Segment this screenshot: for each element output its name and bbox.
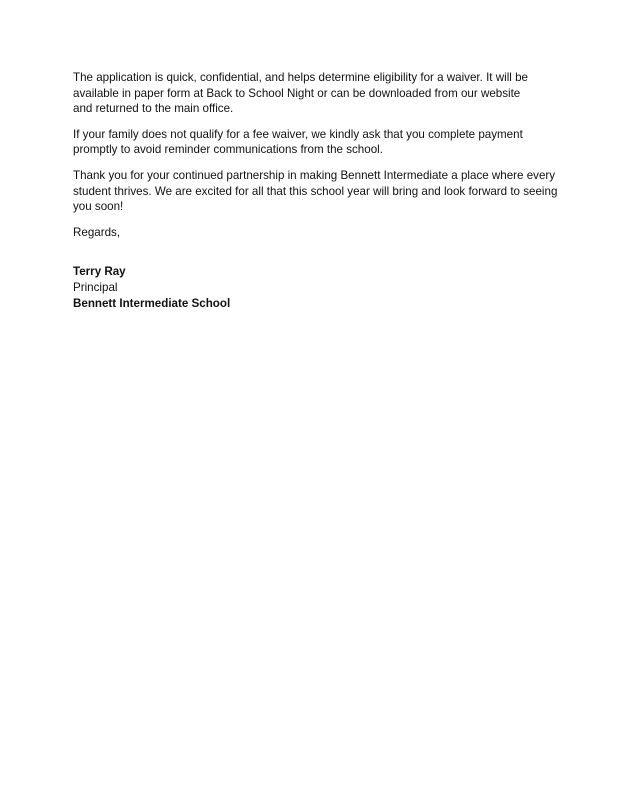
paragraph-line: available in paper form at Back to School Night or can be downloaded from our website <box>73 86 521 100</box>
paragraph-line: and returned to the main office. <box>73 102 234 116</box>
paragraph-line: you soon! <box>73 200 124 214</box>
paragraph-line: student thrives. We are excited for all that this school year will bring and look forward to seeing <box>73 184 558 198</box>
paragraph-waiver-application <box>73 70 553 117</box>
paragraph-line: Thank you for your continued partnership in making Bennett Intermediate a place where every <box>73 168 556 182</box>
signature-block <box>73 264 553 311</box>
signature-space <box>73 240 553 264</box>
paragraph-thank-you <box>73 168 558 215</box>
paragraph-line: The application is quick, confidential, and helps determine eligibility for a waiver. It will be <box>73 71 528 84</box>
paragraph-payment <box>73 127 553 158</box>
signer-name: Terry Ray <box>73 265 126 279</box>
paragraph-line: If your family does not qualify for a fee waiver, we kindly ask that you complete payment <box>73 127 523 141</box>
signer-organization: Bennett Intermediate School <box>73 296 231 310</box>
signer-title: Principal <box>73 280 118 294</box>
closing-salutation: Regards, <box>73 225 121 239</box>
paragraph-line: promptly to avoid reminder communications from the school. <box>73 143 383 157</box>
letter-body <box>73 70 558 311</box>
